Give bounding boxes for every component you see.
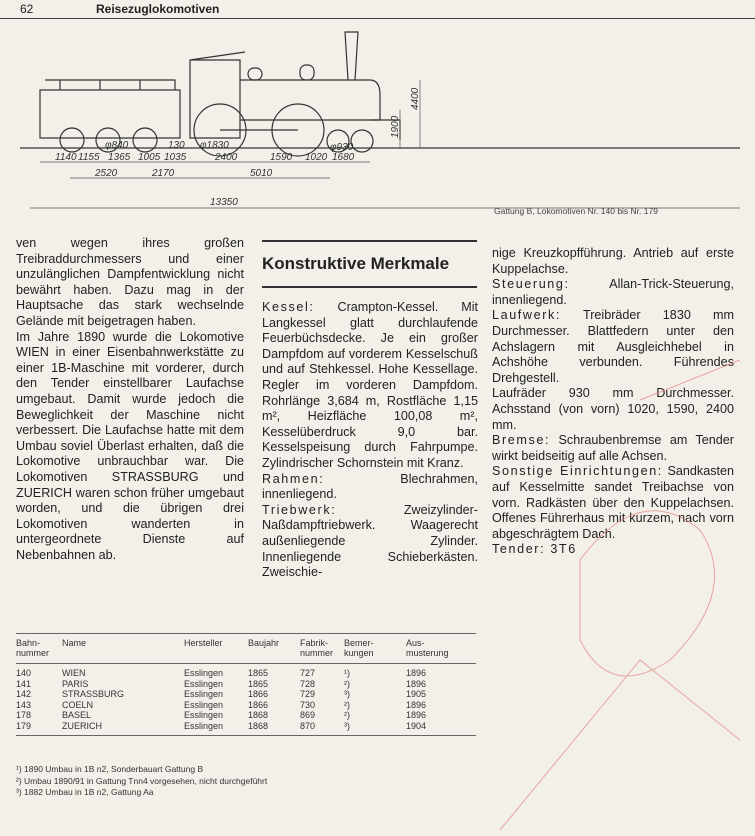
section-heading: Konstruktive Merkmale bbox=[262, 254, 450, 273]
dim-label: 4400 bbox=[410, 87, 421, 110]
dim-label: 13350 bbox=[210, 197, 238, 208]
paragraph: ven wegen ihres großen Treibraddurchmessers und einer unzulänglichen Dampfentwicklung nicht bewährt haben. Dazu mag in der Hauptsache das stark wechselnde Gelände mit beigetragen haben. bbox=[16, 236, 244, 328]
column-header: Bahn- nummer bbox=[16, 638, 50, 658]
column-header: Name bbox=[62, 638, 87, 648]
dim-label: 2520 bbox=[95, 168, 118, 179]
table-cell: 727 bbox=[300, 668, 316, 678]
text-column-1 bbox=[16, 236, 244, 563]
dim-label: 1035 bbox=[164, 152, 187, 163]
locomotive-table bbox=[16, 633, 476, 736]
table-cell: ²) bbox=[344, 710, 350, 720]
table-cell: Esslingen bbox=[184, 678, 224, 689]
table-cell: ¹) bbox=[344, 668, 350, 678]
table-row bbox=[16, 721, 476, 736]
spec-steuerung bbox=[492, 277, 734, 308]
spec-text: Schraubenbremse am Tender wirkt beidseitig auf alle Achsen. bbox=[492, 433, 734, 463]
table-row bbox=[16, 700, 476, 711]
dim-label: 1005 bbox=[138, 152, 161, 163]
watermark bbox=[440, 360, 755, 836]
footnote: ¹) 1890 Umbau in 1B n2, Sonderbauart Gattung B bbox=[16, 764, 204, 774]
figure-caption: Gattung B, Lokomotiven Nr. 140 bis Nr. 179 bbox=[494, 206, 658, 216]
dim-label: φ840 bbox=[105, 140, 129, 151]
column-header: Aus- musterung bbox=[406, 638, 449, 658]
dim-label: 1020 bbox=[305, 152, 328, 163]
table-cell: 1896 bbox=[406, 678, 427, 689]
dim-label: 1365 bbox=[108, 152, 131, 163]
paragraph: Im Jahre 1890 wurde die Lokomotive WIEN in einer Eisenbahnwerkstätte zu einer 1B-Maschine mit vorderer, durch den Tender einstellbarer Laufachse umgebaut. Damit wurde jedoch die Beweglichkeit der Maschine nicht verbessert. Die Laufachse hatte mit dem Umbau soviel Überlast erhalten, daß die Lokomotive unbrauchbar war. Die Lokomotiven STRASSBURG und ZUERICH waren schon früher umgebaut worden, und die übrigen drei Lokomotiven wanderten in untergeordnete Dienste auf Nebenbahnen ab. bbox=[16, 329, 244, 562]
table-cell: ³) bbox=[344, 689, 350, 699]
column-header: Bemer- kungen bbox=[344, 638, 374, 658]
table-cell: 870 bbox=[300, 720, 316, 731]
running-title: Reisezuglokomotiven bbox=[96, 2, 220, 16]
table-cell: ³) bbox=[344, 720, 350, 731]
table-cell: 141 bbox=[16, 678, 32, 689]
page-header bbox=[0, 0, 755, 19]
dim-label: 130 bbox=[168, 140, 185, 151]
table-cell: ZUERICH bbox=[62, 720, 102, 731]
table-cell: Esslingen bbox=[184, 699, 224, 710]
column-header: Baujahr bbox=[248, 638, 280, 648]
spec-text: Crampton-Kessel. Mit Langkessel glatt durchlaufende Feuerbüchsdecke. Je ein großer Dampfdom auf vorderem Kesselschuß und auf Stehkessel. Hohe Kessellage. Regler im vorderen Dampfdom. Rohrlänge 3,684 m, Rostfläche 1,15 m², Heizfläche 100,08 m², Kesselüberdruck 9,0 bar. Kesselspeisung durch Fahrpumpe. Zylindrischer Schornstein mit Kranz. bbox=[262, 300, 479, 470]
spec-text: Blechrahmen, innenliegend. bbox=[262, 471, 478, 502]
table-cell: 1866 bbox=[248, 689, 269, 699]
spec-label: Steuerung: bbox=[492, 277, 570, 292]
table-cell: 1896 bbox=[406, 668, 427, 678]
table-cell: Esslingen bbox=[184, 720, 224, 731]
spec-continued bbox=[492, 246, 734, 277]
dim-label: 1680 bbox=[332, 152, 355, 163]
table-row bbox=[16, 689, 476, 700]
table-row bbox=[16, 710, 476, 721]
table-cell: 142 bbox=[16, 689, 32, 699]
dim-label: 2400 bbox=[215, 152, 238, 163]
footnotes bbox=[16, 764, 267, 799]
spec-text: nige Kreuzkopfführung. Antrieb auf erste Kuppelachse. bbox=[492, 246, 734, 276]
table-cell: 1896 bbox=[406, 699, 427, 710]
table-cell: 1868 bbox=[248, 710, 269, 720]
dim-label: 1900 bbox=[390, 115, 401, 138]
spec-text: Treibräder 1830 mm Durchmesser. Blattfedern unter den Achslagern mit Ausgleichhebel in Achshöhe verbunden. Führendes Drehgestell. bbox=[492, 308, 735, 385]
locomotive-outline bbox=[20, 32, 740, 156]
table-cell: 1904 bbox=[406, 720, 427, 731]
spec-text: Laufräder 930 mm Durchmesser. Achsstand (von vorn) 1020, 1590, 2400 mm. bbox=[492, 386, 734, 432]
table-cell: 1896 bbox=[406, 710, 427, 720]
spec-label: Tender: bbox=[492, 542, 546, 557]
dim-label: φ930 bbox=[330, 142, 354, 153]
spec-text: 3T6 bbox=[550, 542, 577, 557]
dim-label: 1590 bbox=[270, 152, 293, 163]
dim-label: φ1830 bbox=[200, 140, 229, 151]
table-cell: 1865 bbox=[248, 678, 269, 689]
footnote: ²) Umbau 1890/91 in Gattung Tnn4 vorgesehen, nicht durchgeführt bbox=[16, 775, 268, 786]
page-number: 62 bbox=[20, 2, 34, 16]
table-cell: 1865 bbox=[248, 668, 269, 678]
table-cell: 178 bbox=[16, 710, 32, 720]
table-row bbox=[16, 664, 476, 679]
table-cell: 140 bbox=[16, 668, 32, 678]
table-cell: 1866 bbox=[248, 699, 269, 710]
table-cell: 1868 bbox=[248, 720, 269, 731]
dimension-lines bbox=[30, 80, 740, 208]
table-cell: ²) bbox=[344, 678, 350, 689]
table-cell: 1905 bbox=[406, 689, 427, 699]
spec-label: Sonstige Einrichtungen: bbox=[492, 464, 663, 479]
table-cell: COELN bbox=[62, 699, 94, 710]
table-cell: 179 bbox=[16, 720, 32, 731]
table-cell: Esslingen bbox=[184, 689, 224, 699]
spec-label: Kessel: bbox=[262, 300, 315, 314]
section-heading-box bbox=[262, 240, 477, 288]
table-cell: 869 bbox=[300, 710, 316, 720]
dim-label: 2170 bbox=[152, 168, 175, 179]
spec-text: Zweizylinder-Naßdampftriebwerk. Waagerecht außenliegende Zylinder. Innenliegende Schieberkästen. Zweischie- bbox=[262, 502, 478, 580]
spec-label: Triebwerk: bbox=[262, 502, 337, 517]
table-cell: BASEL bbox=[62, 710, 92, 720]
table-cell: 728 bbox=[300, 678, 316, 689]
spec-label: Bremse: bbox=[492, 433, 551, 448]
dim-label: 5010 bbox=[250, 168, 273, 179]
table-cell: Esslingen bbox=[184, 668, 224, 678]
dim-label: 1155 bbox=[78, 152, 100, 163]
table-cell: STRASSBURG bbox=[62, 689, 125, 699]
table-cell: Esslingen bbox=[184, 710, 224, 720]
column-header: Hersteller bbox=[184, 638, 223, 648]
table-header-row bbox=[16, 634, 476, 664]
spec-label: Laufwerk: bbox=[492, 308, 561, 323]
spec-text: Sandkasten auf Kesselmitte sandet Treibachse von vorn. Radkästen über den Kuppelachsen. Offenes Führerhaus mit kurzem, nach vorn abgeschrägtem Dach. bbox=[492, 464, 735, 541]
table-row bbox=[16, 679, 476, 690]
table-cell: ²) bbox=[344, 699, 350, 710]
spec-label: Rahmen: bbox=[262, 471, 325, 486]
table-cell: 730 bbox=[300, 699, 316, 710]
table-cell: 729 bbox=[300, 689, 316, 699]
column-header: Fabrik- nummer bbox=[300, 638, 334, 658]
locomotive-drawing bbox=[0, 20, 755, 220]
table-cell: 143 bbox=[16, 699, 32, 710]
dim-label: 1140 bbox=[55, 152, 77, 163]
table-cell: PARIS bbox=[62, 678, 89, 689]
table-cell: WIEN bbox=[62, 668, 86, 678]
spec-text: Allan-Trick-Steuerung, innenliegend. bbox=[492, 277, 734, 307]
footnote: ³) 1882 Umbau in 1B n2, Gattung Aa bbox=[16, 787, 154, 797]
